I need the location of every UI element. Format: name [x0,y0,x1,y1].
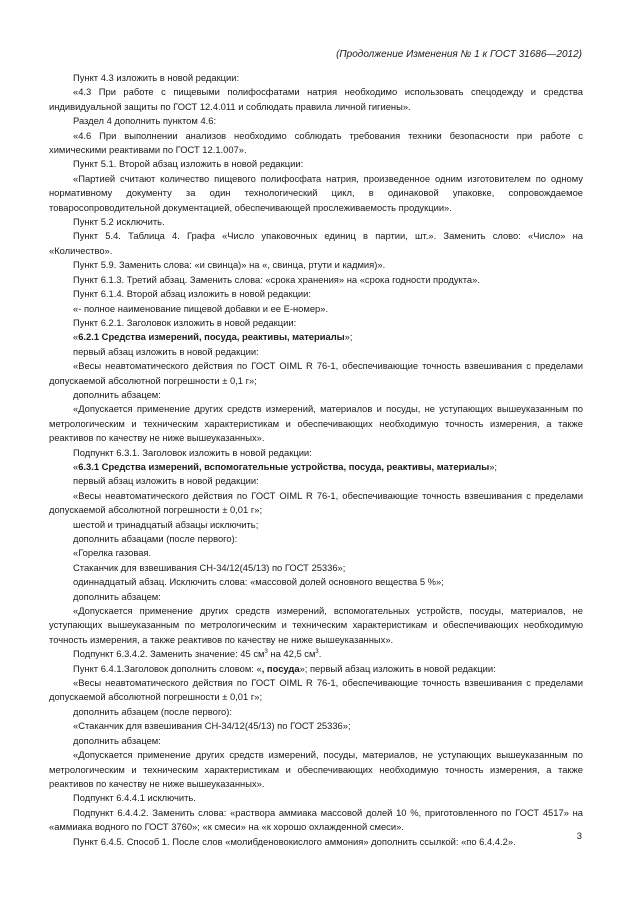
paragraph: Подпункт 6.4.4.1 исключить. [73,792,196,804]
paragraph: одиннадцатый абзац. Исключить слова: «массовой долей основного вещества 5 %»; [73,576,444,588]
heading-6-3-1: «6.3.1 Средства измерений, вспомогательные устройства, посуда, реактивы, материалы»; [73,460,498,472]
paragraph: Пункт 6.1.3. Третий абзац. Заменить слова: «срока хранения» на «срока годности продукта». [73,273,480,285]
paragraph: дополнить абзацем: [73,590,161,602]
paragraph: «Допускается применение других средств измерений, материалов и посуды, не уступающих вышеуказанным по метрологическим и техническим характеристикам и обеспечивающих необходимую точность измерения, а также реактивов по качеству не ниже вышеуказанных». [49,403,583,444]
paragraph: «- полное наименование пищевой добавки и ее Е-номер». [73,302,329,314]
paragraph: дополнить абзацем (после первого): [73,705,232,717]
paragraph: «Допускается применение других средств измерений, вспомогательных устройств, посуды, материалов, не уступающих вышеуказанным по метрологическим и техническим характеристикам и обеспечивающих необходимую точность измерения, а также реактивов по качеству не ниже вышеуказанных». [49,605,583,645]
paragraph: дополнить абзацем: [73,388,161,400]
paragraph: Пункт 5.2 исключить. [73,216,165,228]
paragraph: первый абзац изложить в новой редакции: [73,345,259,357]
paragraph: Пункт 6.4.5. Способ 1. После слов «молибденовокислого аммония» дополнить ссылкой: «по 6.4.4.2». [73,835,516,847]
paragraph: Пункт 5.4. Таблица 4. Графа «Число упаковочных единиц в партии, шт.». Заменить слово: «Число» на «Количество». [49,230,583,256]
paragraph: «Весы неавтоматического действия по ГОСТ OIML R 76-1, обеспечивающие точность взвешивания с пределами допускаемой абсолютной погрешности ± 0,01 г»; [49,677,583,703]
paragraph: «Партией считают количество пищевого полифосфата натрия, произведенное одним изготовителем по одному нормативному документу за один технологический цикл, в одинаковой упаковке, сопровождаемое товаросопроводительной документацией, обеспечивающей прослеживаемость продукции». [49,172,583,213]
paragraph: Подпункт 6.3.1. Заголовок изложить в новой редакции: [73,446,312,458]
paragraph: Подпункт 6.4.4.2. Заменить слова: «раствора аммиака массовой долей 10 %, приготовленного по ГОСТ 4517» на «аммиака водного по ГОСТ 3760»; «к смеси» на «к хорошо охлажденной смеси». [49,806,583,833]
paragraph: Пункт 5.1. Второй абзац изложить в новой редакции: [73,158,304,170]
paragraph: Пункт 4.3 изложить в новой редакции: [73,72,240,83]
paragraph: дополнить абзацами (после первого): [73,533,238,544]
page-number: 3 [576,830,582,841]
paragraph: «Стаканчик для взвешивания СН-34/12(45/13) по ГОСТ 25336»; [73,720,351,732]
paragraph: «Допускается применение других средств измерений, посуды, материалов, не уступающих вышеуказанным по метрологическим и техническим характеристикам и обеспечивающих необходимую точность измерения, а также реактивов по качеству не ниже вышеуказанных». [49,749,583,789]
paragraph: «Весы неавтоматического действия по ГОСТ OIML R 76-1, обеспечивающие точность взвешивания с пределами допускаемой абсолютной погрешности ± 0,01 г»; [49,489,583,516]
paragraph-6-4-1: Пункт 6.4.1.Заголовок дополнить словом: «, посуда»; первый абзац изложить в новой редакции: [73,662,496,674]
paragraph: «4.3 При работе с пищевыми полифосфатами натрия необходимо использовать спецодежду и средства индивидуальной защиты по ГОСТ 12.4.011 и соблюдать правила личной гигиены». [49,86,583,112]
paragraph: Раздел 4 дополнить пунктом 4.6: [73,115,217,127]
paragraph: Пункт 5.9. Заменить слова: «и свинца)» на «, свинца, ртути и кадмия)». [73,259,386,271]
paragraph: «4.6 При выполнении анализов необходимо соблюдать требования техники безопасности при работе с химическими реактивами по ГОСТ 12.1.007». [49,129,583,156]
paragraph: «Весы неавтоматического действия по ГОСТ OIML R 76-1, обеспечивающие точность взвешивания с пределами допускаемой абсолютной погрешности ± 0,1 г»; [49,360,583,386]
document-body [49,71,583,849]
heading-6-2-1: «6.2.1 Средства измерений, посуда, реактивы, материалы»; [73,331,353,343]
paragraph-6-3-4-2: Подпункт 6.3.4.2. Заменить значение: 45 $см^3$ на 42,5 $см^3$. [73,648,322,660]
paragraph: «Горелка газовая. [73,547,152,559]
paragraph: Пункт 6.2.1. Заголовок изложить в новой редакции: [73,316,297,328]
paragraph: шестой и тринадцатый абзацы исключить; [73,518,259,530]
paragraph: Стаканчик для взвешивания СН-34/12(45/13) по ГОСТ 25336»; [73,561,346,573]
paragraph: Пункт 6.1.4. Второй абзац изложить в новой редакции: [73,288,312,300]
page-header: (Продолжение Изменения № 1 к ГОСТ 31686—2012) [336,49,582,60]
paragraph: первый абзац изложить в новой редакции: [73,475,259,487]
paragraph: дополнить абзацем: [73,734,161,746]
